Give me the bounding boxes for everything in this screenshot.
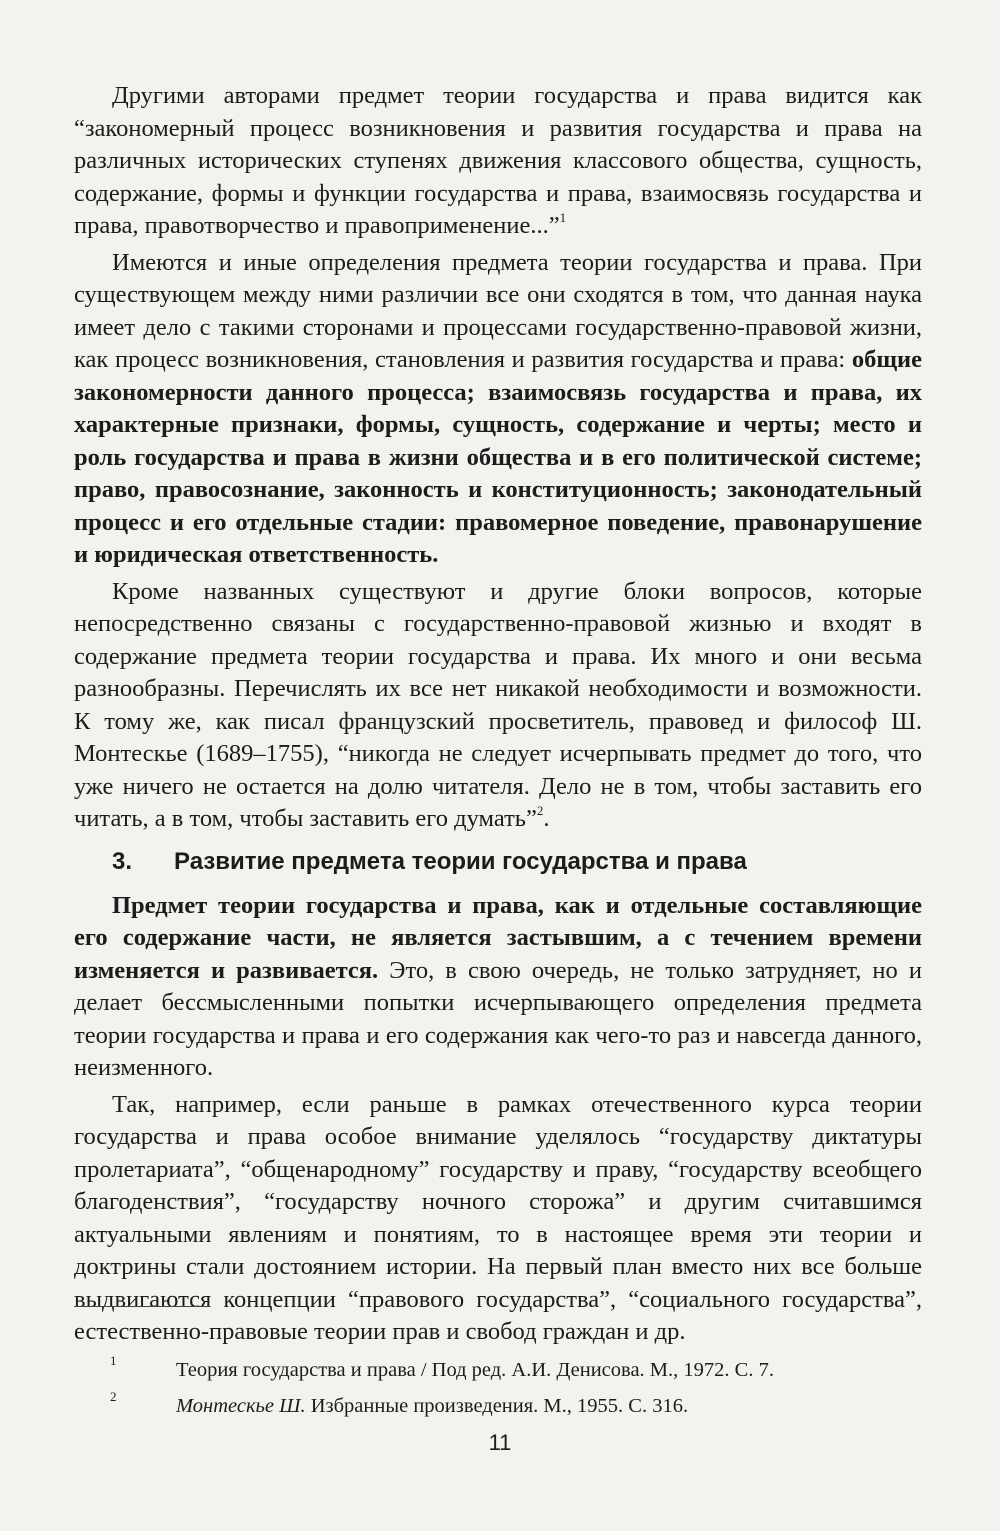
footnote-mark: 1	[110, 1353, 117, 1368]
footnote-2	[74, 1388, 922, 1424]
footnote-ref-1[interactable]: 1	[559, 210, 567, 225]
page-body	[74, 80, 922, 1349]
paragraph-1: Другими авторами предмет теории государства и права видится как “закономерный процесс возникновения и развития государства и права на различных исторических ступенях движения классового общества, сущность, содержание, формы и функции государства и права, взаимосвязь государства и права, правотворчество и правоприменение...”$^1$	[74, 82, 922, 239]
paragraph-3: Кроме названных существуют и другие блоки вопросов, которые непосредственно связаны с государственно-правовой жизнью и входят в содержание предмета теории государства и права. Их много и они весьма разнообразны. Перечислять их все нет никакой необходимости и возможности. К тому же, как писал французский просветитель, правовед и философ Ш. Монтескье (1689–1755), “никогда не следует исчерпывать предмет до того, что уже ничего не остается на долю читателя. Дело не в том, чтобы заставить его читать, а в том, чтобы заставить его думать”$^2$.	[74, 577, 922, 832]
footnotes	[74, 1352, 922, 1424]
section-title: Развитие предмета теории государства и права	[174, 847, 747, 875]
page-number: 11	[488, 1430, 512, 1455]
footnote-text: Монтескье Ш. Избранные произведения. М., 1955. С. 316.	[176, 1395, 689, 1417]
footnote-text: Теория государства и права / Под ред. А.И. Денисова. М., 1972. С. 7.	[176, 1359, 774, 1381]
paragraph-5: Так, например, если раньше в рамках отечественного курса теории государства и права особое внимание уделялось “государству диктатуры пролетариата”, “общенародному” государству и праву, “государству всеобщего благоденствия”, “государству ночного сторожа” и другим считавшимся актуальными явлениям и понятиям, то в настоящее время эти теории и доктрины стали достоянием истории. На первый план вместо них все больше выдвигаются концепции “правового государства”, “социального государства”, естественно-правовые теории прав и свобод граждан и др.	[74, 1090, 922, 1345]
footnote-separator	[74, 1306, 210, 1307]
footnote-ref-2[interactable]: 2	[536, 803, 544, 818]
footnote-mark: 2	[110, 1389, 117, 1404]
footnote-author: Монтескье Ш.	[176, 1395, 306, 1417]
section-number: 3.	[112, 847, 133, 875]
paragraph-4-bold: Предмет теории государства и права, как и отдельные составляющие его содержание части, не является застывшим, а с течением времени изменяется и развивается.	[74, 891, 922, 984]
section-heading	[74, 846, 922, 878]
paragraph-4: Предмет теории государства и права, как и отдельные составляющие его содержание части, не является застывшим, а с течением времени изменяется и развивается. Это, в свою очередь, не только затрудняет, но и делает бессмысленными попытки исчерпывающего определения предмета теории государства и права и его содержания как чего-то раз и навсегда данного, неизменного.	[74, 891, 922, 1081]
paragraph-2-bold: общие закономерности данного процесса; взаимосвязь государства и права, их характерные признаки, формы, сущность, содержание и черты; место и роль государства и права в жизни общества и в его политической системе; право, правосознание, законность и конституционность; законодательный процесс и его отдельные стадии: правомерное поведение, правонарушение и юридическая ответственность.	[74, 346, 922, 568]
paragraph-2: Имеются и иные определения предмета теории государства и права. При существующем между ними различии все они сходятся в том, что данная наука имеет дело с такими сторонами и процессами государственно-правовой жизни, как процесс возникновения, становления и развития государства и права: общие закономерности данного процесса; взаимосвязь государства и права, их характерные признаки, формы, сущность, содержание и черты; место и роль государства и права в жизни общества и в его политической системе; право, правосознание, законность и конституционность; законодательный процесс и его отдельные стадии: правомерное поведение, правонарушение и юридическая ответственность.	[74, 248, 922, 568]
footnote-1	[74, 1352, 922, 1388]
